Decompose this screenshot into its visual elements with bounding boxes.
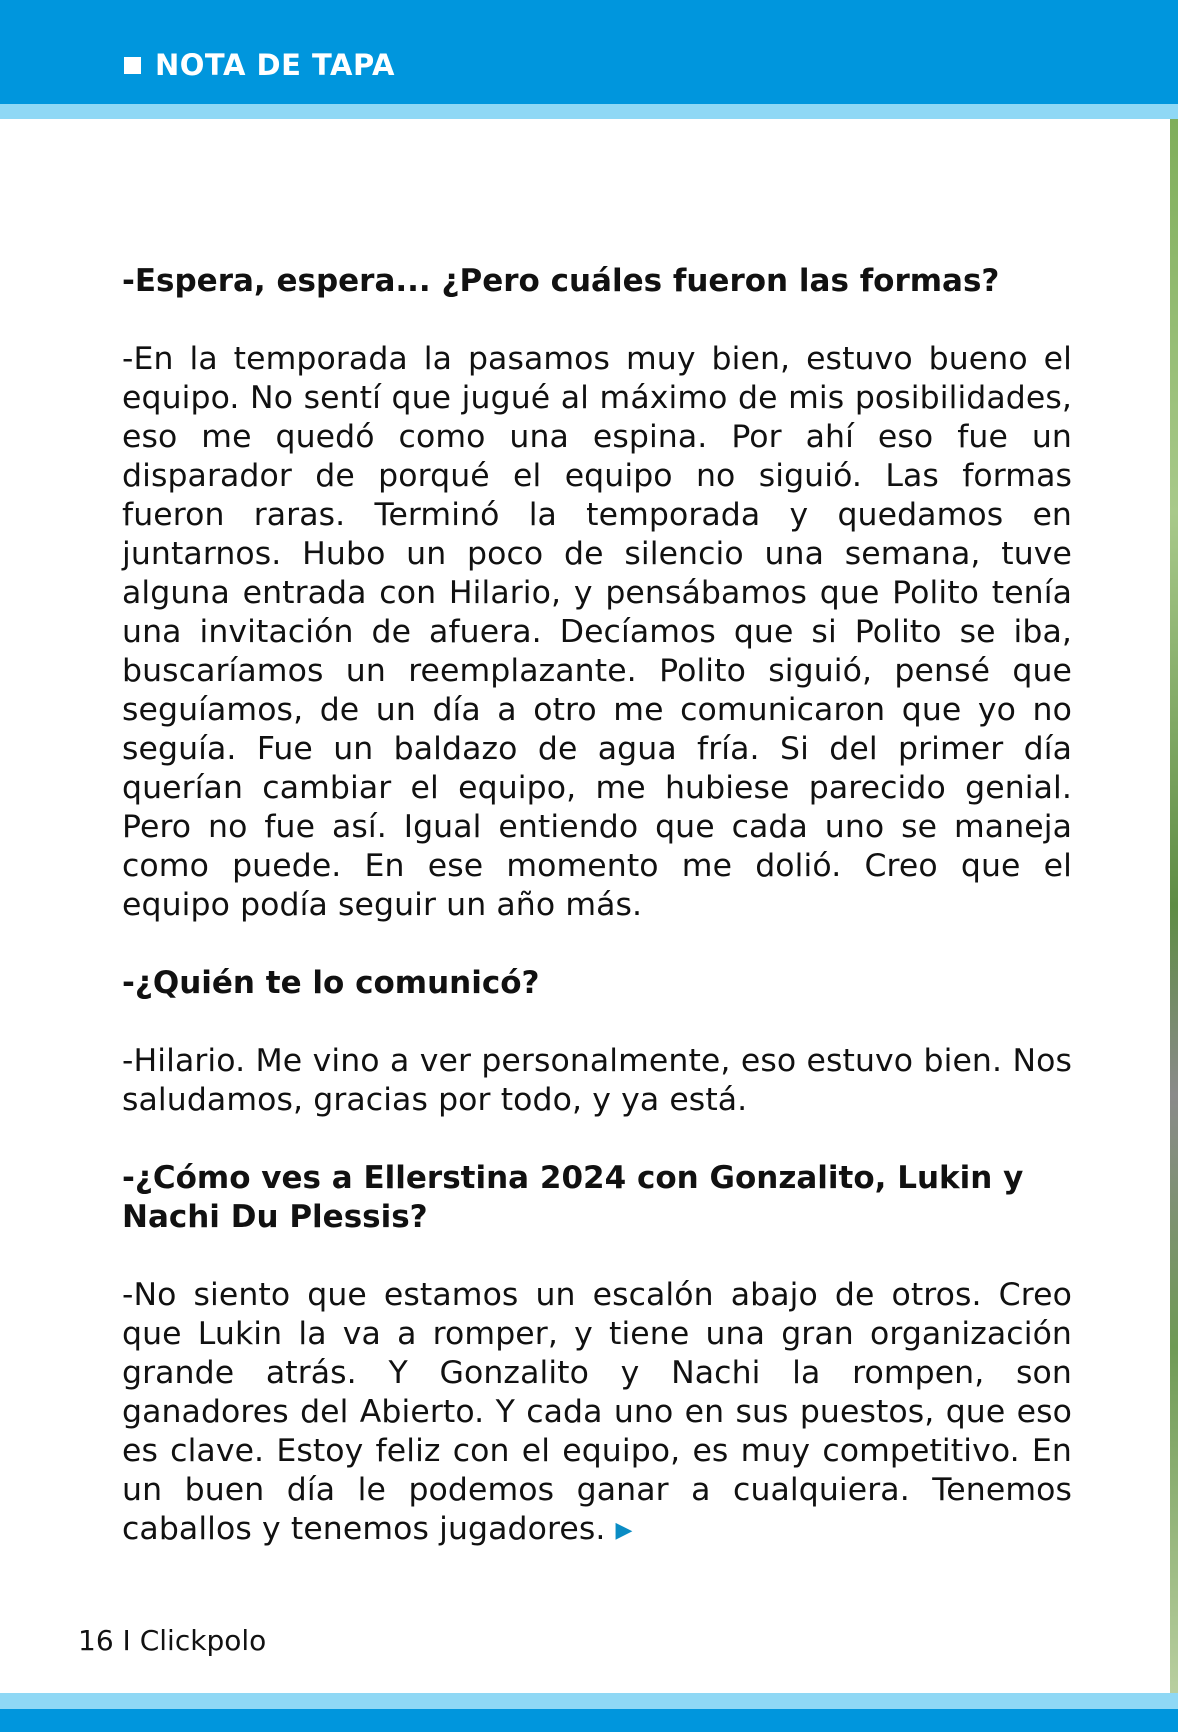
question-2: -¿Quién te lo comunicó? xyxy=(122,965,540,1001)
footer-stripe xyxy=(0,1693,1178,1709)
article-body xyxy=(122,262,1072,1589)
square-bullet-icon xyxy=(124,57,141,74)
answer-3: -No siento que estamos un escalón abajo de otros. Creo que Lukin la va a romper, y tiene una gran organización grande atrás. Y Gonzalito y Nachi la rompen, son ganadores del Abierto. Y cada uno en sus puestos, que eso es clave. Estoy feliz con el equipo, es muy competitivo. En un buen día le podemos ganar a cualquiera. Tenemos caballos y tenemos jugadores. xyxy=(122,1277,1072,1547)
footer-separator: I xyxy=(122,1624,131,1657)
answer-1: -En la temporada la pasamos muy bien, estuvo bueno el equipo. No sentí que jugué al máximo de mis posibilidades, eso me quedó como una espina. Por ahí eso fue un disparador de porqué el equipo no siguió. Las formas fueron raras. Terminó la temporada y quedamos en juntarnos. Hubo un poco de silencio una semana, tuve alguna entrada con Hilario, y pensábamos que Polito tenía una invitación de afuera. Decíamos que si Polito se iba, buscaríamos un reemplazante. Polito siguió, pensé que seguíamos, de un día a otro me comunicaron que yo no seguía. Fue un baldazo de agua fría. Si del primer día querían cambiar el equipo, me hubiese parecido genial. Pero no fue así. Igual entiendo que cada uno se maneja como puede. En ese momento me dolió. Creo que el equipo podía seguir un año más. xyxy=(122,341,1072,923)
question-3: -¿Cómo ves a Ellerstina 2024 con Gonzalito, Lukin y Nachi Du Plessis? xyxy=(122,1160,1024,1235)
page-footer xyxy=(78,1624,266,1657)
question-1: -Espera, espera... ¿Pero cuáles fueron las formas? xyxy=(122,263,1000,299)
answer-3-container xyxy=(122,1276,1072,1550)
header-stripe xyxy=(0,104,1178,119)
footer-bar xyxy=(0,1709,1178,1732)
answer-2: -Hilario. Me vino a ver personalmente, eso estuvo bien. Nos saludamos, gracias por todo, y ya está. xyxy=(122,1043,1072,1118)
edge-photo-strip xyxy=(1170,119,1178,1693)
page-number: 16 xyxy=(78,1624,114,1657)
publication-name: Clickpolo xyxy=(139,1624,267,1657)
section-label xyxy=(124,48,395,82)
triangle-right-icon: ▶ xyxy=(615,1518,633,1543)
section-title: NOTA DE TAPA xyxy=(155,48,395,82)
header-bar xyxy=(0,0,1178,104)
